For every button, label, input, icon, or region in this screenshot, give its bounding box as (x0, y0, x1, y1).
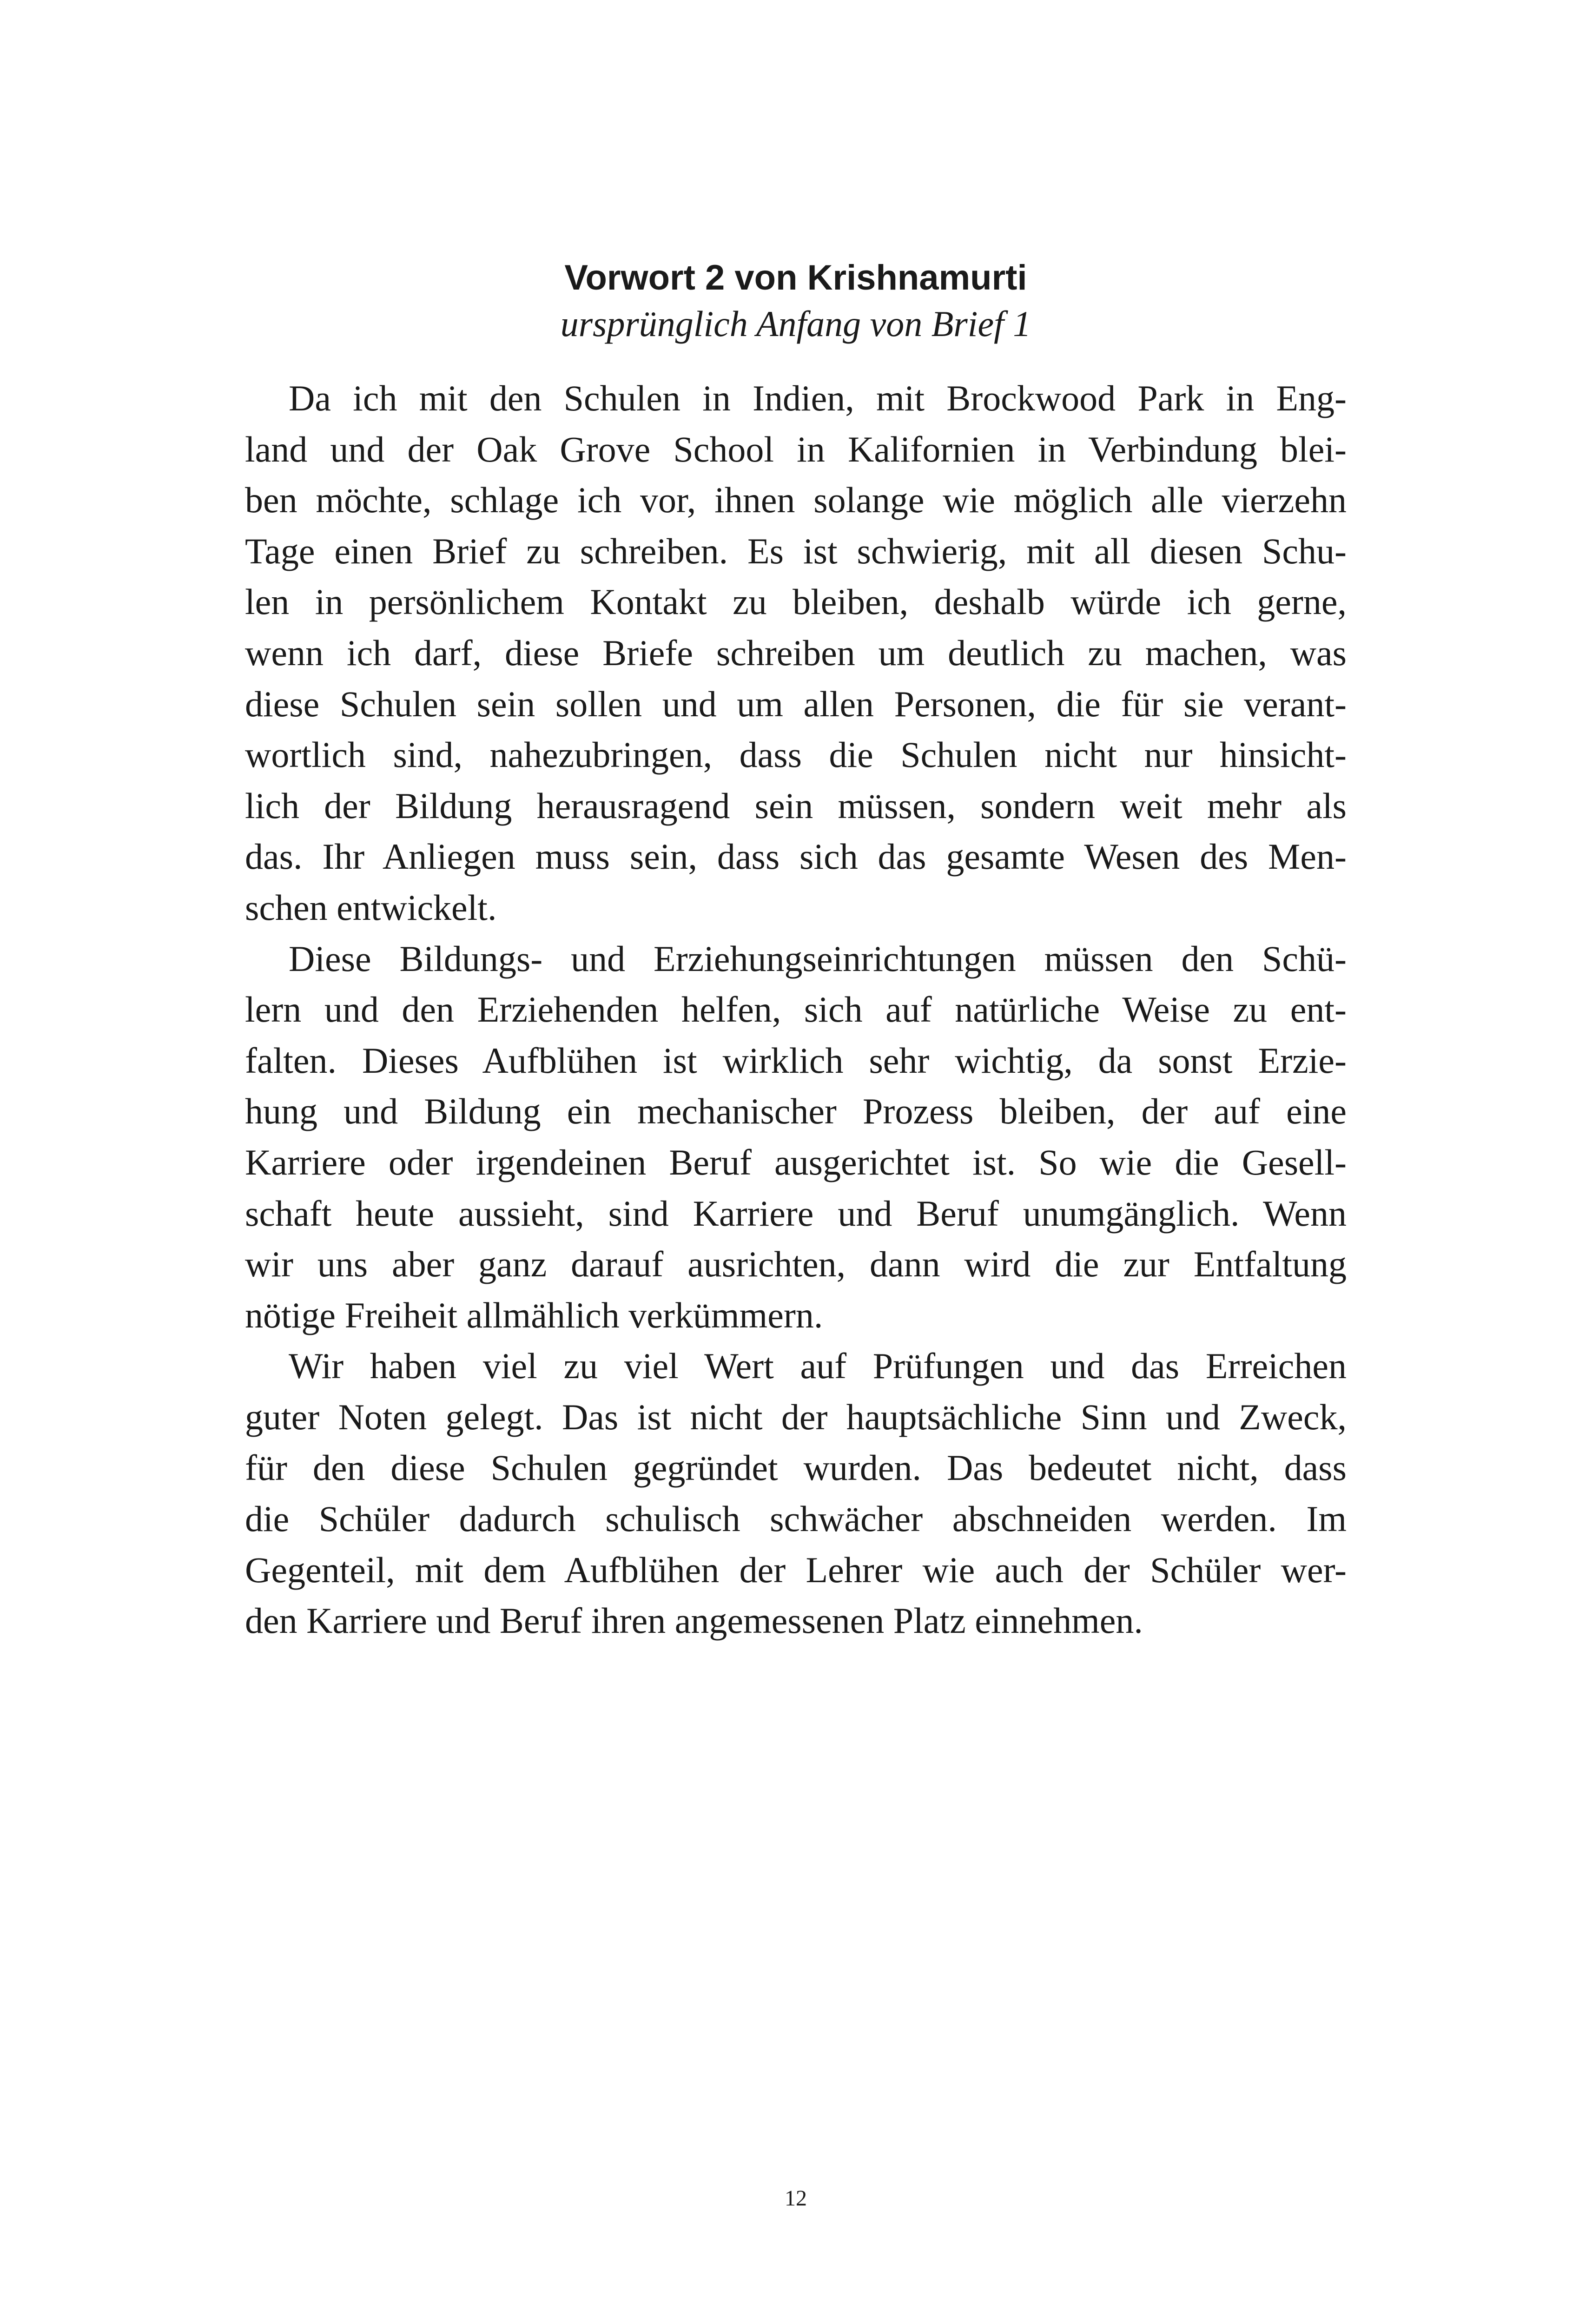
text-line: nötige Freiheit allmählich verkümmern. (245, 1294, 823, 1335)
text-line: diese Schulen sein sollen und um allen Personen, die für sie verant- (245, 683, 1347, 724)
chapter-heading: Vorwort 2 von Krishnamurti (564, 258, 1027, 297)
text-line: lich der Bildung herausragend sein müssen, sondern weit mehr als (245, 785, 1347, 826)
text-line: len in persönlichem Kontakt zu bleiben, deshalb würde ich gerne, (245, 581, 1347, 622)
text-line: den Karriere und Beruf ihren angemessenen Platz einnehmen. (245, 1600, 1143, 1641)
text-line: die Schüler dadurch schulisch schwächer abschneiden werden. Im (245, 1499, 1347, 1539)
text-line: schaft heute aussieht, sind Karriere und Beruf unumgänglich. Wenn (245, 1193, 1347, 1234)
text-line: Da ich mit den Schulen in Indien, mit Brockwood Park in Eng- (289, 378, 1347, 418)
text-line: hung und Bildung ein mechanischer Prozess bleiben, der auf eine (245, 1091, 1347, 1132)
text-line: Gegenteil, mit dem Aufblühen der Lehrer wie auch der Schüler wer- (245, 1549, 1347, 1590)
page-number: 12 (785, 2186, 807, 2211)
text-line: Karriere oder irgendeinen Beruf ausgerichtet ist. So wie die Gesell- (245, 1142, 1347, 1182)
text-line: für den diese Schulen gegründet wurden. Das bedeutet nicht, dass (245, 1447, 1347, 1488)
text-line: Wir haben viel zu viel Wert auf Prüfungen und das Erreichen (289, 1346, 1347, 1386)
text-line: Tage einen Brief zu schreiben. Es ist schwierig, mit all diesen Schu- (245, 530, 1347, 571)
text-line: schen entwickelt. (245, 887, 497, 928)
text-line: wenn ich darf, diese Briefe schreiben um deutlich zu machen, was (245, 632, 1347, 673)
text-line: das. Ihr Anliegen muss sein, dass sich das gesamte Wesen des Men- (245, 836, 1347, 877)
text-line: falten. Dieses Aufblühen ist wirklich sehr wichtig, da sonst Erzie- (245, 1040, 1347, 1081)
text-line: wortlich sind, nahezubringen, dass die Schulen nicht nur hinsicht- (245, 734, 1347, 775)
text-line: wir uns aber ganz darauf ausrichten, dann wird die zur Entfaltung (245, 1244, 1347, 1285)
text-line: Diese Bildungs- und Erziehungseinrichtungen müssen den Schü- (289, 938, 1347, 979)
body-text (245, 373, 1347, 1646)
text-line: ben möchte, schlage ich vor, ihnen solange wie möglich alle vierzehn (245, 480, 1347, 521)
text-line: land und der Oak Grove School in Kalifornien in Verbindung blei- (245, 429, 1347, 469)
chapter-subheading: ursprünglich Anfang von Brief 1 (560, 304, 1031, 344)
text-line: guter Noten gelegt. Das ist nicht der hauptsächliche Sinn und Zweck, (245, 1396, 1347, 1437)
text-line: lern und den Erziehenden helfen, sich auf natürliche Weise zu ent- (245, 989, 1347, 1030)
